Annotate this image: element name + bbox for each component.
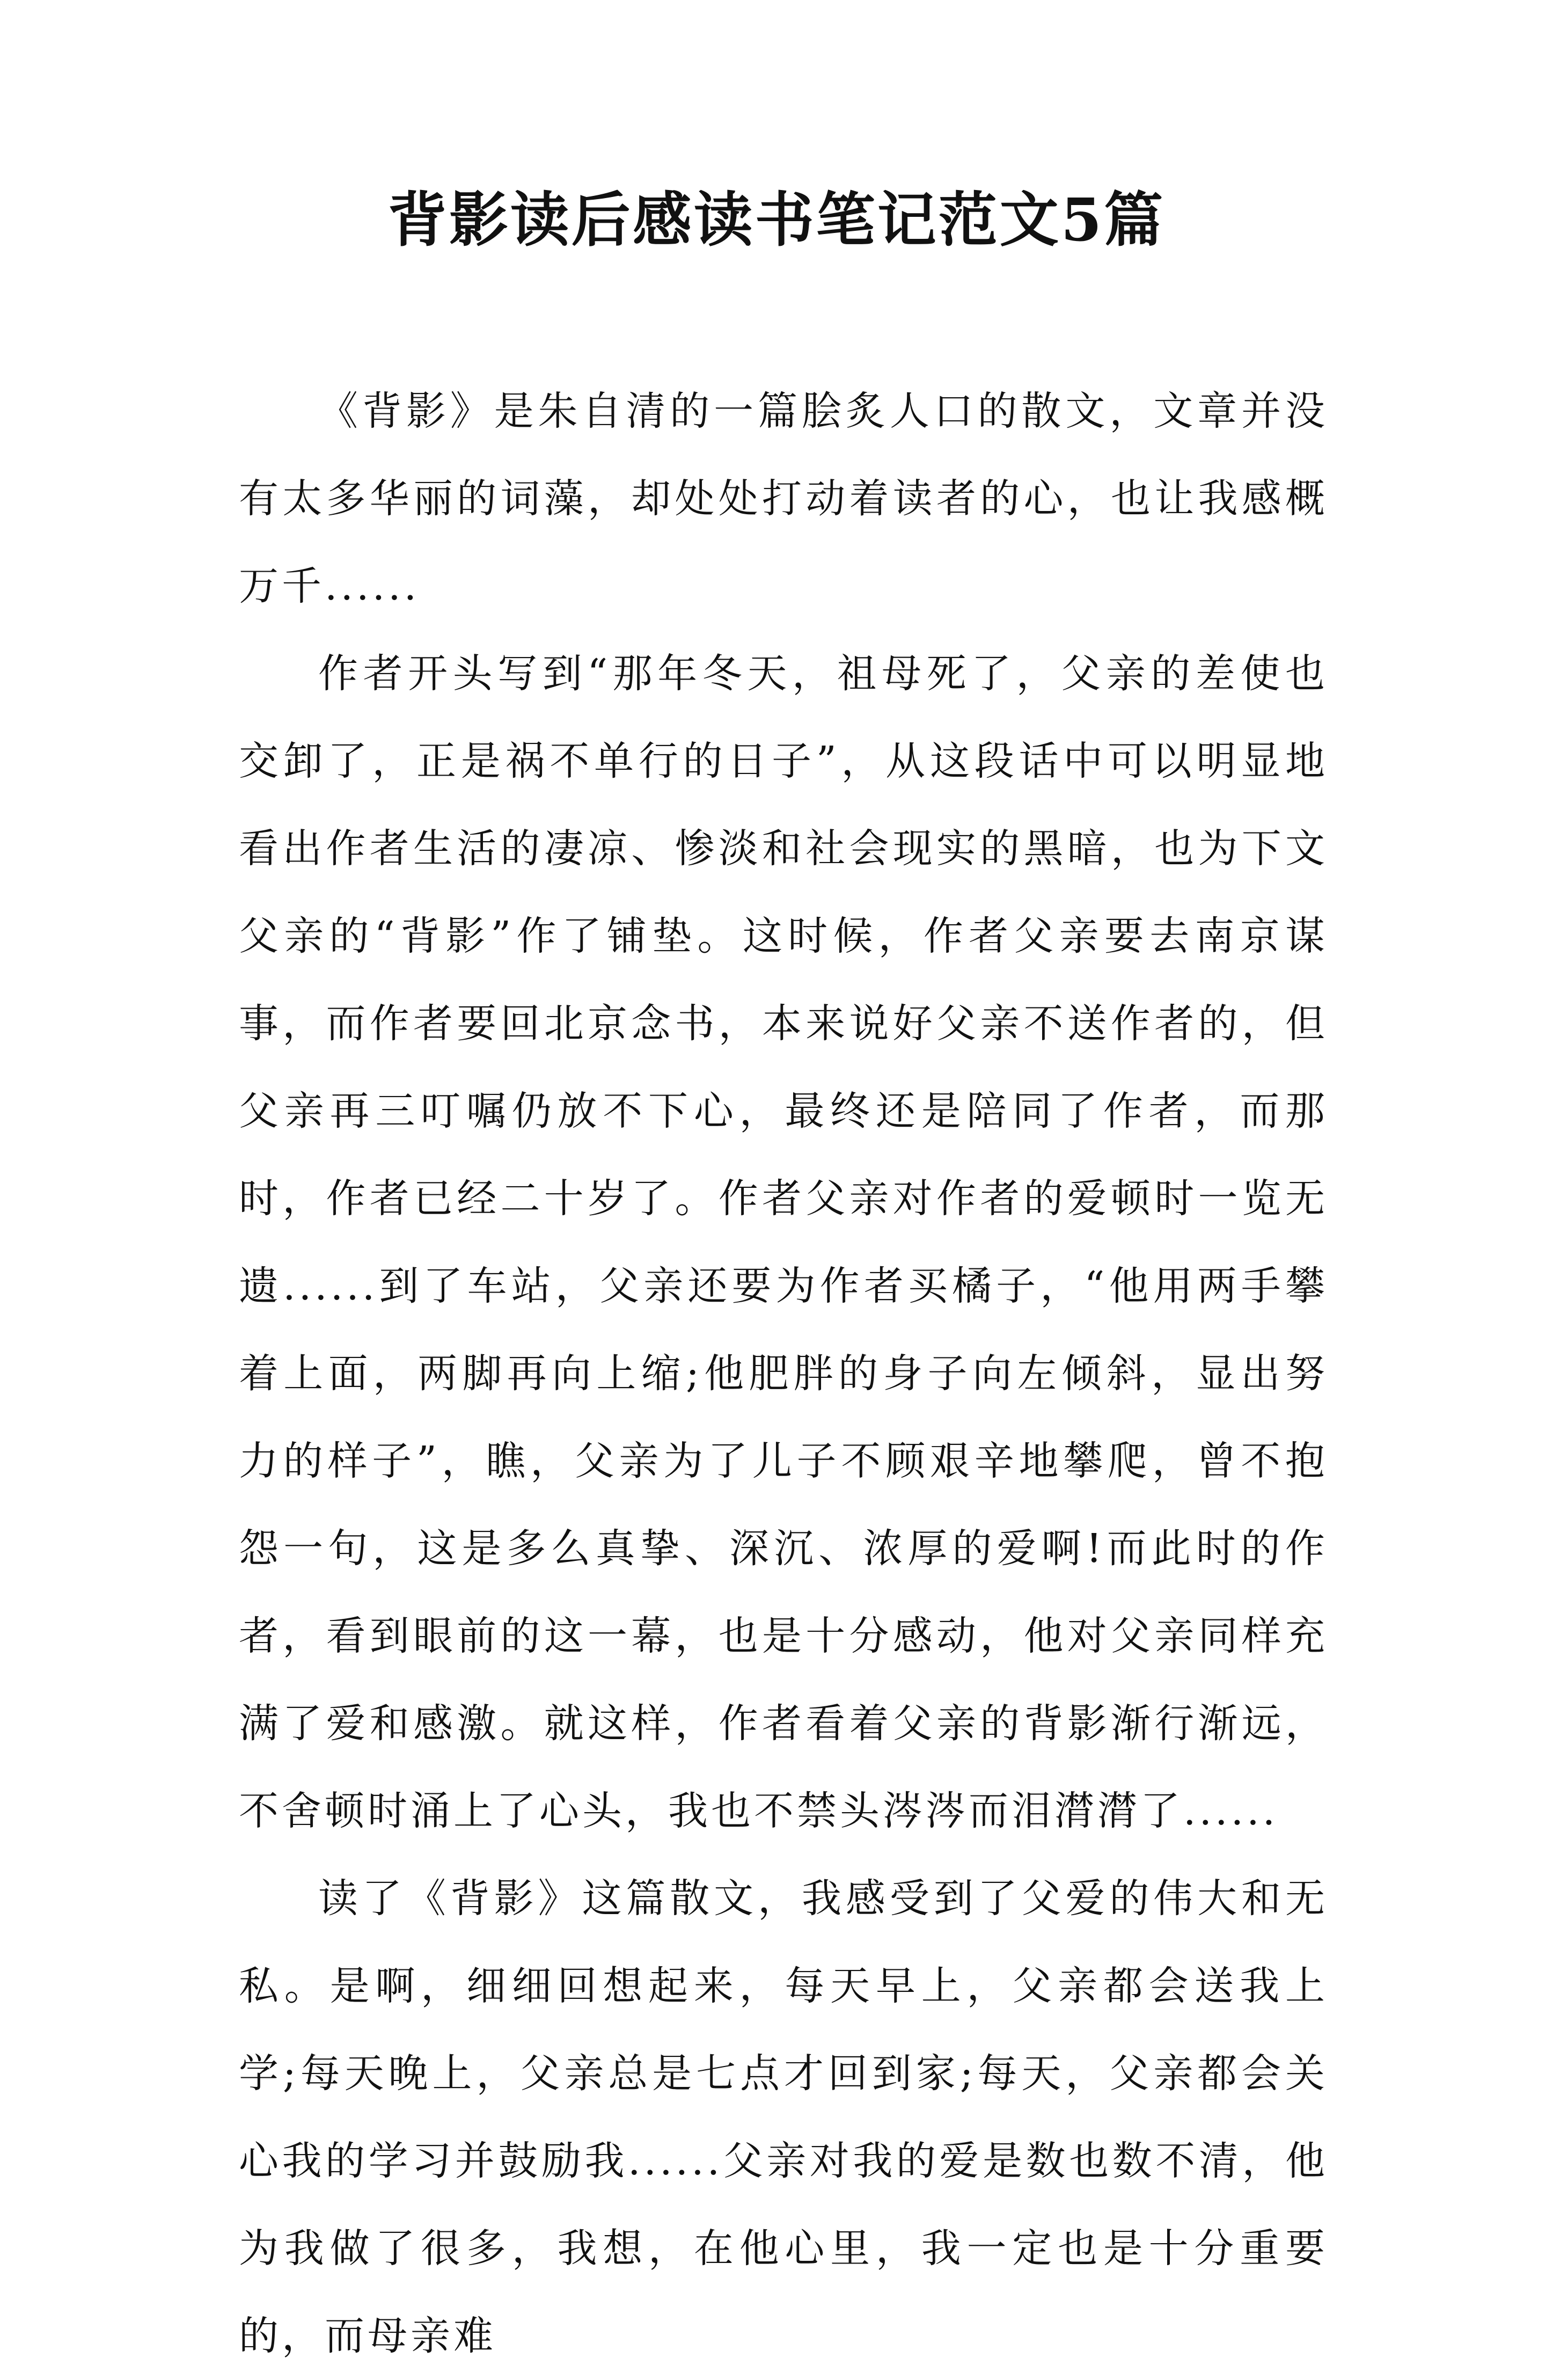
paragraph-3: 读了《背影》这篇散文，我感受到了父爱的伟大和无私。是啊，细细回想起来，每天早上，父亲都会送我上学;每天晚上，父亲总是七点才回到家;每天，父亲都会关心我的学习并鼓励我......父亲对我的爱是数也数不清，他为我做了很多，我想，在他心里，我一定也是十分重要的，而母亲难 [239, 1875, 1328, 2359]
paragraph-1: 《背影》是朱自清的一篇脍炙人口的散文，文章并没有太多华丽的词藻，却处处打动着读者的心，也让我感概万千...... [239, 388, 1328, 609]
document-body [239, 368, 1328, 2380]
paragraph-2: 作者开头写到“那年冬天，祖母死了，父亲的差使也交卸了，正是祸不单行的日子”，从这段话中可以明显地看出作者生活的凄凉、惨淡和社会现实的黑暗，也为下文父亲的“背影”作了铺垫。这时候，作者父亲要去南京谋事，而作者要回北京念书，本来说好父亲不送作者的，但父亲再三叮嘱仍放不下心，最终还是陪同了作者，而那时，作者已经二十岁了。作者父亲对作者的爱顿时一览无遗......到了车站，父亲还要为作者买橘子，“他用两手攀着上面，两脚再向上缩;他肥胖的身子向左倾斜，显出努力的样子”，瞧，父亲为了儿子不顾艰辛地攀爬，曾不抱怨一句，这是多么真挚、深沉、浓厚的爱啊!而此时的作者，看到眼前的这一幕，也是十分感动，他对父亲同样充满了爱和感激。就这样，作者看着父亲的背影渐行渐远，不舍顿时涌上了心头，我也不禁头涔涔而泪潸潸了...... [239, 651, 1328, 1834]
document-title: 背影读后感读书笔记范文5篇 [387, 185, 1166, 254]
